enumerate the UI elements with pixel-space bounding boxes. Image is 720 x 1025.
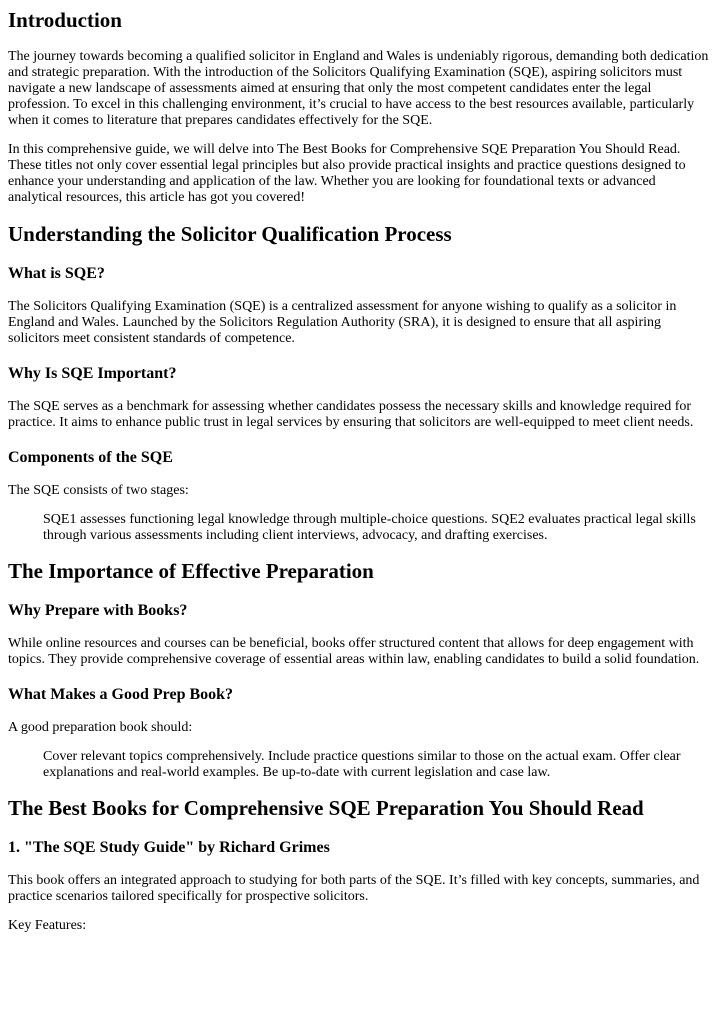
why-sqe-important-text: The SQE serves as a benchmark for assessing whether candidates possess the necessary skills and knowledge required for practice. It aims to enhance public trust in legal services by ensuring that solicitors are well-equipped to meet client needs. <box>8 399 694 430</box>
article <box>0 8 720 934</box>
intro-paragraph-1: The journey towards becoming a qualified solicitor in England and Wales is undeniably rigorous, demanding both dedication and strategic preparation. With the introduction of the Solicitors Qualifying Examination (SQE), aspiring solicitors must navigate a new landscape of assessments aimed at ensuring that only the most competent candidates enter the legal profession. To excel in this challenging environment, it’s crucial to have access to the best resources available, particularly when it comes to literature that prepares candidates effectively for the SQE. <box>8 49 709 128</box>
intro-paragraph-2: In this comprehensive guide, we will delve into The Best Books for Comprehensive SQE Preparation You Should Read. These titles not only cover essential legal principles but also provide practical insights and practice questions designed to enhance your understanding and application of the law. Whether you are looking for foundational texts or advanced analytical resources, this article has got you covered! <box>8 142 686 205</box>
good-book-quote: Cover relevant topics comprehensively. Include practice questions similar to those on the actual exam. Offer clear explanations and real-world examples. Be up-to-date with current legislation and case law. <box>43 749 681 780</box>
what-is-sqe-heading: What is SQE? <box>8 265 105 282</box>
components-text: The SQE consists of two stages: <box>8 483 189 498</box>
components-quote: SQE1 assesses functioning legal knowledge through multiple-choice questions. SQE2 evaluates practical legal skills through various assessments including client interviews, advocacy, and drafting exercises. <box>43 512 696 543</box>
preparation-heading: The Importance of Effective Preparation <box>8 559 374 583</box>
good-book-text: A good preparation book should: <box>8 720 193 735</box>
best-books-heading: The Best Books for Comprehensive SQE Preparation You Should Read <box>8 796 644 820</box>
intro-heading: Introduction <box>8 8 122 32</box>
why-sqe-important-heading: Why Is SQE Important? <box>8 365 177 382</box>
why-books-heading: Why Prepare with Books? <box>8 602 188 619</box>
key-features-label: Key Features: <box>8 918 87 933</box>
book-1-heading: 1. "The SQE Study Guide" by Richard Grimes <box>8 839 330 856</box>
components-heading: Components of the SQE <box>8 449 173 466</box>
why-books-text: While online resources and courses can be beneficial, books offer structured content that allows for deep engagement with topics. They provide comprehensive coverage of essential areas within law, enabling candidates to build a solid foundation. <box>8 636 700 667</box>
process-heading: Understanding the Solicitor Qualification Process <box>8 222 452 246</box>
good-book-heading: What Makes a Good Prep Book? <box>8 686 234 703</box>
book-1-text: This book offers an integrated approach to studying for both parts of the SQE. It’s filled with key concepts, summaries, and practice scenarios tailored specifically for prospective solicitors. <box>8 873 700 904</box>
what-is-sqe-text: The Solicitors Qualifying Examination (SQE) is a centralized assessment for anyone wishing to qualify as a solicitor in England and Wales. Launched by the Solicitors Regulation Authority (SRA), it is designed to ensure that all aspiring solicitors meet consistent standards of competence. <box>8 299 677 346</box>
